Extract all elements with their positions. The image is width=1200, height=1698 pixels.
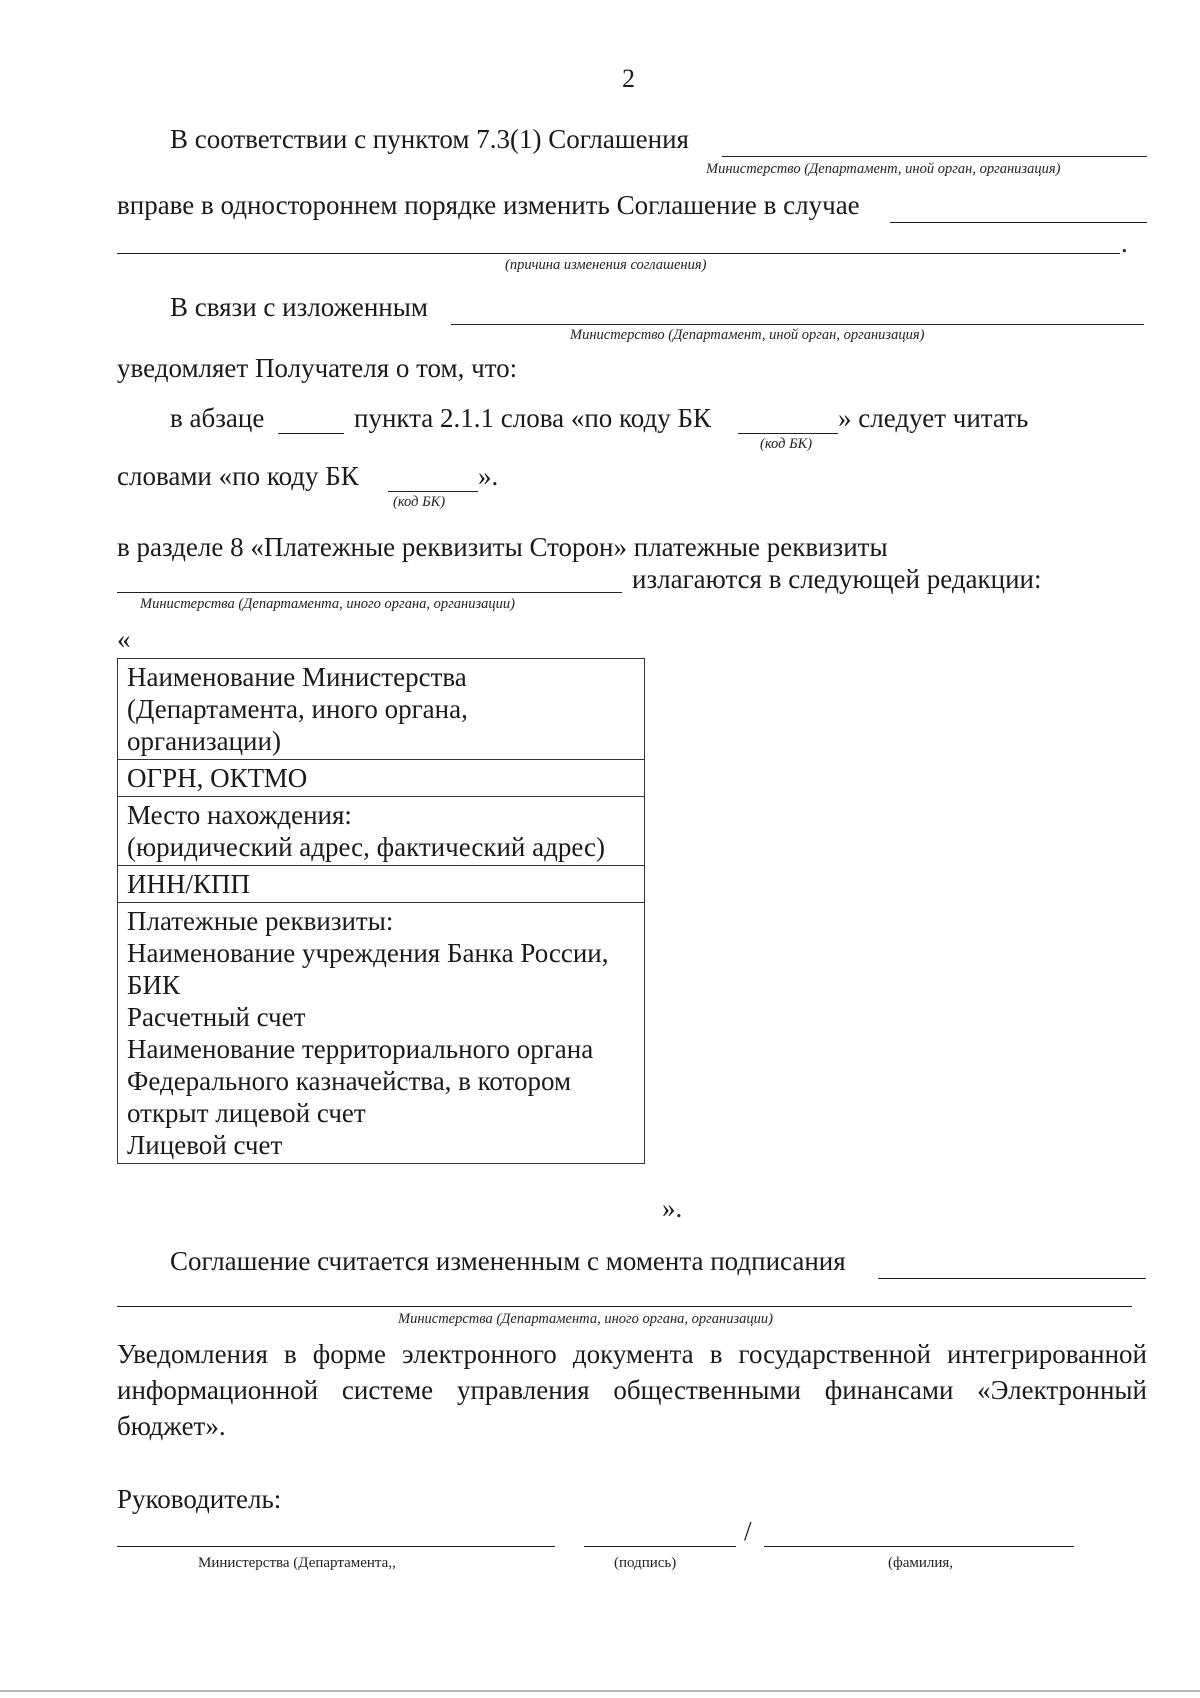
p9-text: Уведомления в форме электронного документа в государственной интегрированной информационной системе управления общественными финансами «Электронный бюджет». xyxy=(117,1339,1147,1441)
page-bottom-edge xyxy=(0,1690,1200,1692)
p2-period: . xyxy=(1121,228,1128,258)
table-cell-line: Наименование учреждения Банка России, xyxy=(127,938,609,968)
table-cell xyxy=(118,760,645,797)
p7-text2: излагаются в следующей редакции: xyxy=(632,564,1042,594)
table-row xyxy=(118,866,645,903)
sign-slash: / xyxy=(744,1516,752,1546)
table-cell-line: (юридический адрес, фактический адрес) xyxy=(127,832,605,862)
p6-caption: (код БК) xyxy=(393,494,446,510)
table-row xyxy=(118,797,645,866)
p5-part1: в абзаце xyxy=(170,403,265,433)
table-cell-line: БИК xyxy=(127,970,181,1000)
p5-part2: пункта 2.1.1 слова «по коду БК xyxy=(354,403,712,433)
table-row xyxy=(118,903,645,1164)
p5-part3: » следует читать xyxy=(838,403,1029,433)
close-quote: ». xyxy=(662,1193,683,1223)
signature-label: Руководитель: xyxy=(117,1484,282,1514)
p1-caption: Министерство (Департамент, иной орган, организация) xyxy=(706,161,1061,177)
table-cell-line: Место нахождения: xyxy=(127,800,352,830)
table-cell-line: ОГРН, ОКТМО xyxy=(127,763,308,793)
table-cell xyxy=(118,659,645,760)
p4-text: уведомляет Получателя о том, что: xyxy=(117,353,518,383)
p6-part1: словами «по коду БК xyxy=(117,461,359,491)
p1-text: В соответствии с пунктом 7.3(1) Соглашения xyxy=(170,124,689,154)
p3-text: В связи с изложенным xyxy=(170,292,428,322)
p6-blank-code[interactable] xyxy=(388,491,478,492)
p2-caption: (причина изменения соглашения) xyxy=(505,257,707,273)
table-cell-line: Расчетный счет xyxy=(127,1002,306,1032)
table-cell-line: организации) xyxy=(127,726,281,756)
sign-org-line[interactable] xyxy=(117,1546,555,1547)
p5-blank-code[interactable] xyxy=(738,433,838,434)
sign-name-line[interactable] xyxy=(764,1546,1074,1547)
p8-text: Соглашение считается измененным с момента подписания xyxy=(170,1246,846,1276)
p3-caption: Министерство (Департамент, иной орган, организация) xyxy=(570,327,925,343)
table-cell-line: Лицевой счет xyxy=(127,1130,283,1160)
p2-blank-2[interactable] xyxy=(117,253,1120,254)
p7-text: в разделе 8 «Платежные реквизиты Сторон» платежные реквизиты xyxy=(117,532,888,562)
table-row xyxy=(118,659,645,760)
table-cell-line: Платежные реквизиты: xyxy=(127,906,394,936)
sign-caption-org: Министерства (Департамента,, xyxy=(198,1555,396,1571)
table-cell-line: Наименование Министерства xyxy=(127,662,467,692)
table-cell xyxy=(118,903,645,1164)
requisites-table xyxy=(117,658,645,1164)
table-row xyxy=(118,760,645,797)
table-cell-line: открыт лицевой счет xyxy=(127,1098,366,1128)
sign-caption-name: (фамилия, xyxy=(888,1555,954,1571)
table-cell-line: ИНН/КПП xyxy=(127,869,251,899)
sign-signature-line[interactable] xyxy=(584,1546,736,1547)
p2-blank-1[interactable] xyxy=(890,222,1147,223)
p2-text: вправе в одностороннем порядке изменить Соглашение в случае xyxy=(117,190,860,220)
table-cell xyxy=(118,797,645,866)
p3-blank[interactable] xyxy=(451,324,1144,325)
page-number: 2 xyxy=(622,64,635,93)
p6-part2: ». xyxy=(478,461,499,491)
p1-blank[interactable] xyxy=(722,156,1147,157)
table-cell-line: Наименование территориального органа xyxy=(127,1034,594,1064)
p7-caption: Министерства (Департамента, иного органа, организации) xyxy=(140,596,515,612)
table-cell xyxy=(118,866,645,903)
p8-caption: Министерства (Департамента, иного органа, организации) xyxy=(398,1311,773,1327)
p5-blank-abzac[interactable] xyxy=(278,433,344,434)
p8-blank-2[interactable] xyxy=(117,1306,1132,1307)
table-cell-line: Федерального казначейства, в котором xyxy=(127,1066,572,1096)
p5-caption: (код БК) xyxy=(760,436,813,452)
open-quote: « xyxy=(117,624,131,654)
p7-blank[interactable] xyxy=(117,592,622,593)
p8-blank-1[interactable] xyxy=(878,1278,1146,1279)
table-cell-line: (Департамента, иного органа, xyxy=(127,694,468,724)
sign-caption-signature: (подпись) xyxy=(614,1555,677,1571)
